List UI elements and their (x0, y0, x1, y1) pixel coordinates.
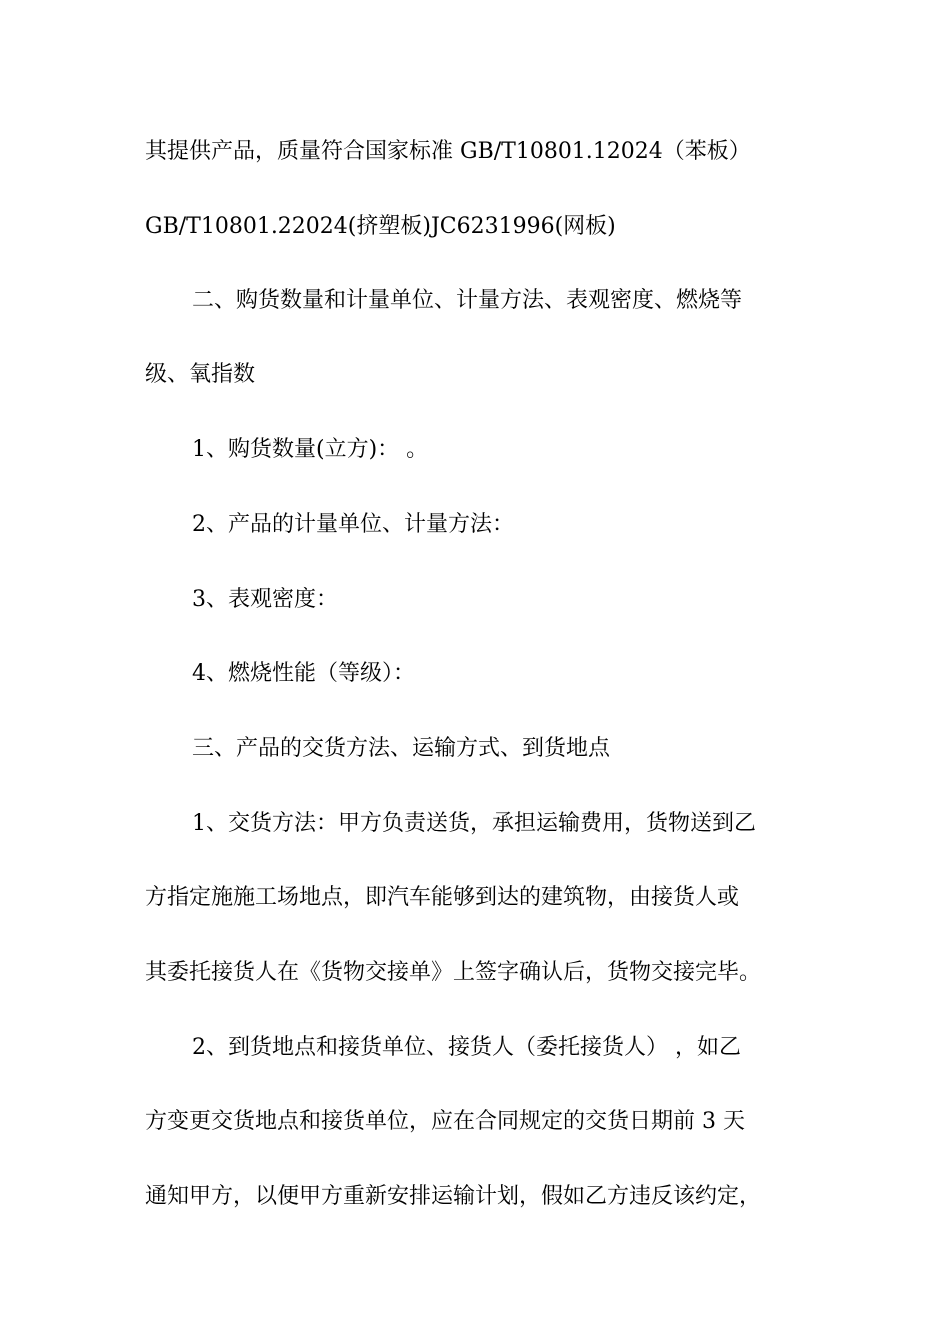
item-unit-method: 2、产品的计量单位、计量方法： (192, 512, 514, 537)
text-line-1: 其提供产品，质量符合国家标准 GB/T10801.12024（苯板） (145, 139, 751, 164)
item-combustion: 4、燃烧性能（等级）： (192, 661, 415, 686)
text-line-11: 方指定施施工场地点，即汽车能够到达的建筑物，由接货人或 (145, 885, 740, 910)
text-line-14: 方变更交货地点和接货单位，应在合同规定的交货日期前 3 天 (145, 1109, 745, 1134)
text-line-4: 级、氧指数 (145, 362, 256, 387)
item-delivery-location: 2、到货地点和接货单位、接货人（委托接货人） ，如乙 (192, 1035, 741, 1060)
text-line-12: 其委托接货人在《货物交接单》上签字确认后，货物交接完毕。 (145, 960, 762, 985)
text-line-15: 通知甲方，以便甲方重新安排运输计划，假如乙方违反该约定， (145, 1184, 762, 1209)
item-density: 3、表观密度： (192, 587, 338, 612)
item-delivery-method: 1、交货方法：甲方负责送货，承担运输费用，货物送到乙 (192, 811, 756, 836)
text-line-2: GB/T10801.22024(挤塑板)JC6231996(网板) (145, 214, 616, 239)
item-quantity: 1、购货数量(立方)： 。 (192, 437, 429, 462)
section-heading-3: 三、产品的交货方法、运输方式、到货地点 (192, 736, 611, 761)
section-heading-2: 二、购货数量和计量单位、计量方法、表观密度、燃烧等 (192, 288, 743, 313)
